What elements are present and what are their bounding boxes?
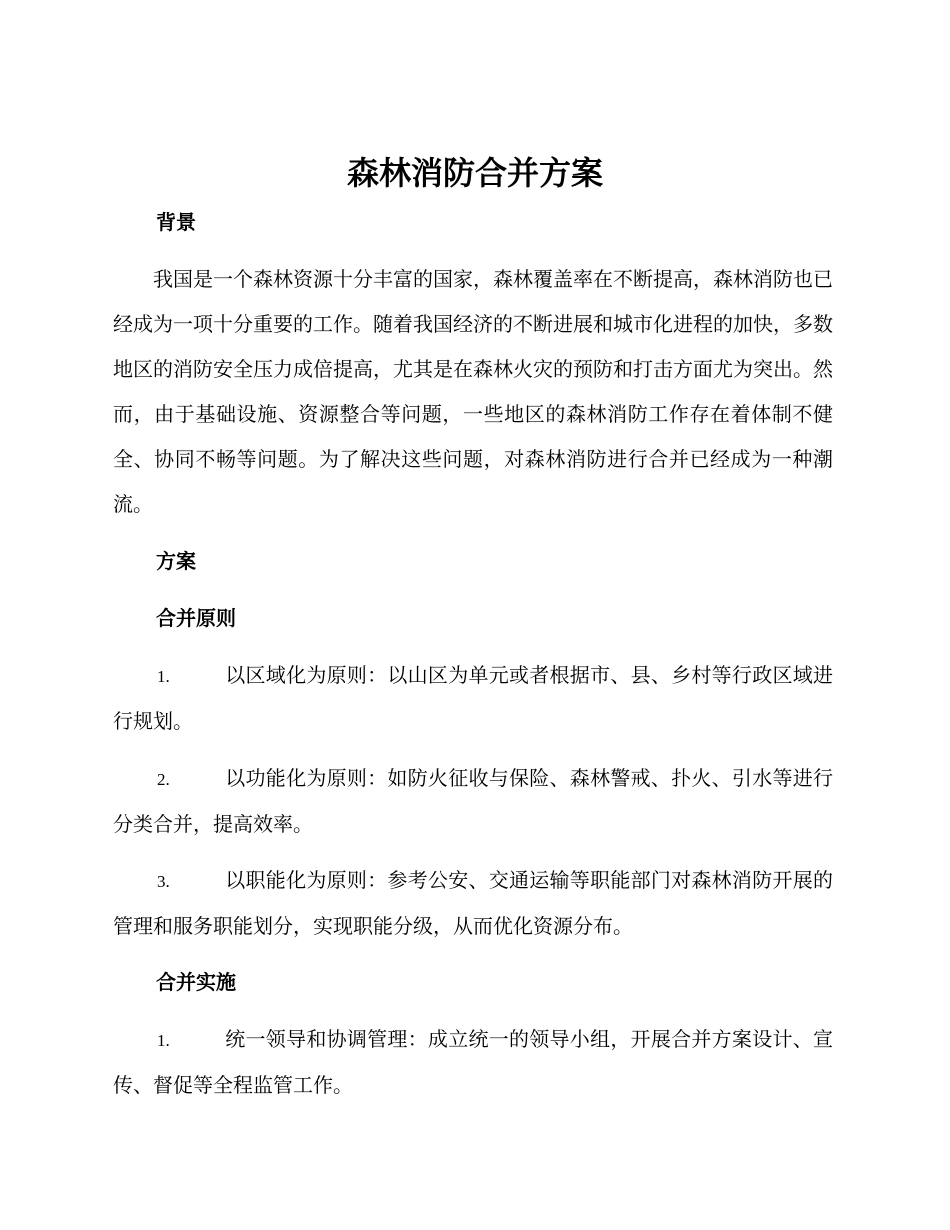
list-number: 1.: [157, 667, 170, 686]
list-number: 2.: [157, 770, 170, 789]
list-number: 3.: [157, 872, 170, 891]
list-item-text: 以功能化为原则：如防火征收与保险、森林警戒、扑火、引水等进行分类合并，提高效率。: [113, 766, 833, 836]
section-heading-implementation: 合并实施: [156, 970, 236, 994]
background-paragraph: 我国是一个森林资源十分丰富的国家，森林覆盖率在不断提高，森林消防也已经成为一项十分重要的工作。随着我国经济的不断进展和城市化进程的加快，多数地区的消防安全压力成倍提高，尤其是在森林火灾的预防和打击方面尤为突出。然而，由于基础设施、资源整合等问题，一些地区的森林消防工作存在着体制不健全、协同不畅等问题。为了解决这些问题，对森林消防进行合并已经成为一种潮流。: [113, 267, 833, 516]
principle-item: [113, 653, 833, 744]
document-title: 森林消防合并方案: [346, 154, 603, 192]
section-heading-principles: 合并原则: [156, 606, 236, 630]
list-item-text: 以区域化为原则：以山区为单元或者根据市、县、乡村等行政区域进行规划。: [113, 663, 833, 733]
list-number: 1.: [157, 1031, 170, 1050]
section-heading-plan: 方案: [156, 549, 196, 573]
principle-item: [113, 756, 833, 847]
list-item-text: 以职能化为原则：参考公安、交通运输等职能部门对森林消防开展的管理和服务职能划分，实现职能分级，从而优化资源分布。: [113, 868, 833, 938]
implementation-item: [113, 1017, 833, 1108]
list-item-text: 统一领导和协调管理：成立统一的领导小组，开展合并方案设计、宣传、督促等全程监管工作。: [113, 1027, 833, 1097]
principle-item: [113, 858, 833, 949]
section-heading-background: 背景: [156, 210, 196, 234]
